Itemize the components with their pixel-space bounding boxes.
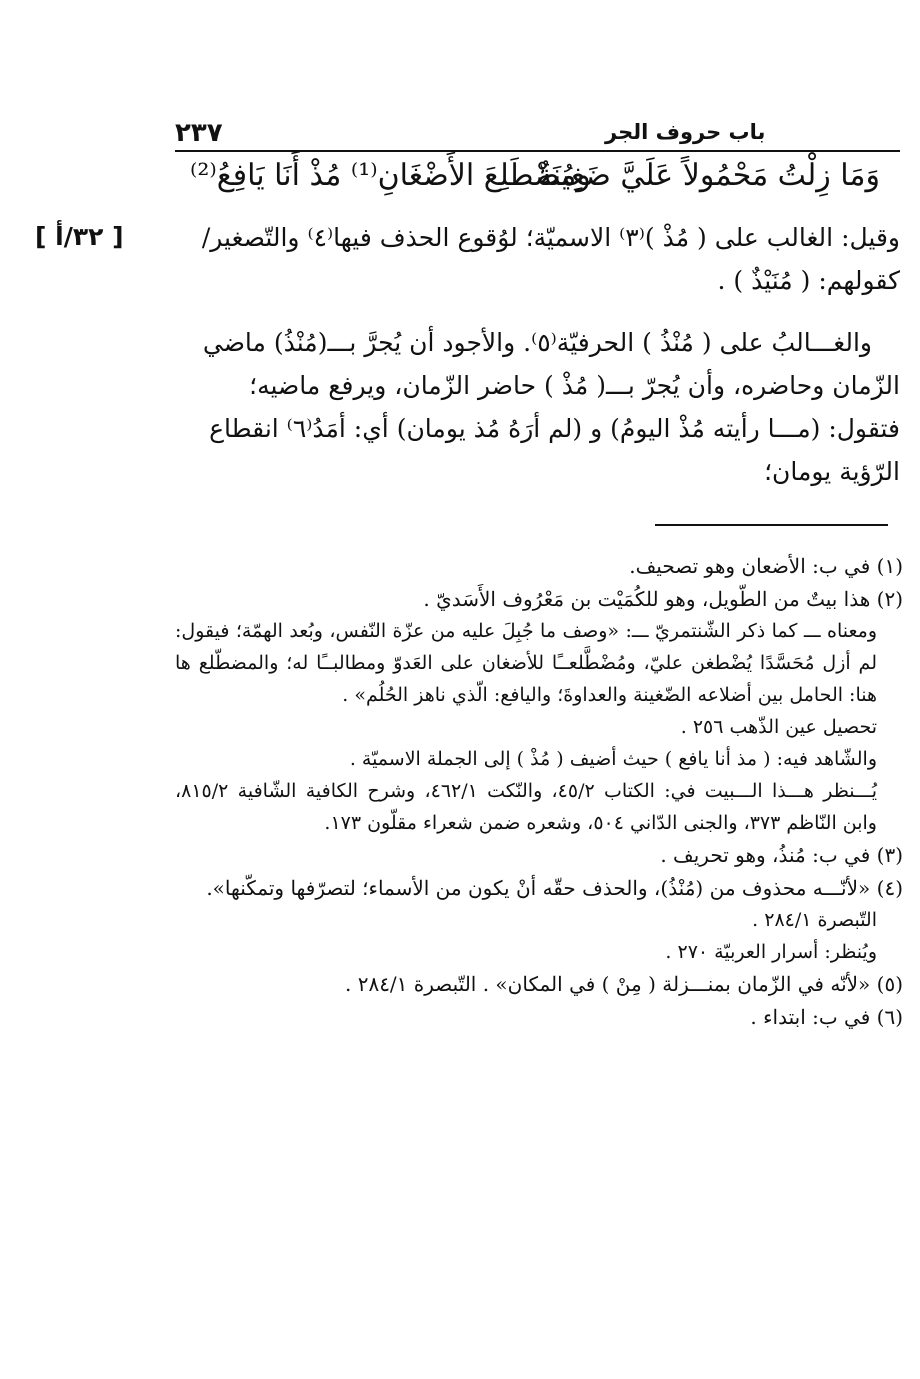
manuscript-folio-reference: [ ٣٢/أ ] xyxy=(35,222,124,251)
verse-second-hemistich: ومُضْطَلِعَ الأَضْغَانِ⁽¹⁾ مُذْ أَنَا يَافِعُ⁽²⁾ xyxy=(190,158,591,193)
footnote-continuation: التّبصرة ٢٨٤/١ . xyxy=(752,909,877,931)
verse-first-hemistich: وَمَا زِلْتُ مَحْمُولاً عَلَيَّ ضَغِينَةٌ xyxy=(536,158,880,193)
paragraph: والغـــالبُ على ( مُنْذُ ) الحرفيّة⁽٥⁾. والأجود أن يُجرَّ بـــ(مُنْذُ) ماضي الزّمان وحاضره، وأن يُجرّ بـــ( مُذْ ) حاضر الزّمان، ويرفع ماضيه؛ فتقول: (مـــا رأيته مُذْ اليومُ) و (لم أرَهُ مُذ يومان) أي: أمَدُ⁽٦⁾ انقطاع الرّؤية يومان؛ xyxy=(202,328,900,486)
footnote: (٢) هذا بيتٌ من الطّويل، وهو للكُمَيْت بن مَعْرُوف الأَسَديّ . xyxy=(423,586,903,611)
running-title: باب حروف الجر xyxy=(605,120,766,144)
footnote: (٣) في ب: مُنذُ، وهو تحريف . xyxy=(660,843,903,867)
footnote-continuation: يُـــنظر هـــذا الـــبيت في: الكتاب ٤٥/٢، والنّكت ٤٦٢/١، وشرح الكافية الشّافية ٨١٥/٢، وابن النّاظم ٣٧٣، والجنى الدّاني ٥٠٤، وشعره ضمن شعراء مقلّون ١٧٣. xyxy=(175,780,877,834)
footnote-separator xyxy=(655,524,888,526)
footnote-continuation: ويُنظر: أسرار العربيّة ٢٧٠ . xyxy=(665,941,877,963)
page-header xyxy=(175,118,900,152)
footnote: (١) في ب: الأضعان وهو تصحيف. xyxy=(629,554,903,578)
footnotes xyxy=(175,550,903,1033)
poetry-verse xyxy=(190,158,880,208)
footnote: (٦) في ب: ابتداء . xyxy=(750,1004,903,1029)
footnote-continuation: والشّاهد فيه: ( مذ أنا يافع ) حيث أضيف ( مُذْ ) إلى الجملة الاسميّة . xyxy=(349,748,877,770)
page-number: ٢٣٧ xyxy=(175,118,223,148)
footnote: (٤) «لأنّـــه محذوف من (مُنْذُ)، والحذف حقّه أنْ يكون من الأسماء؛ لتصرّفها وتمكّنها». xyxy=(206,875,903,900)
main-body-text xyxy=(178,216,900,493)
paragraph: وقيل: الغالب على ( مُذْ )⁽٣⁾ الاسميّة؛ لوُقوع الحذف فيها⁽٤⁾ والتّصغير/ كقولهم: ( مُنَيْذٌ ) . xyxy=(201,223,900,295)
footnote-continuation: ومعناه ـــ كما ذكر الشّنتمريّ ـــ: «وصف ما جُبِلَ عليه من عزّة النّفس، وبُعد الهمّة؛ فيقول: لم أزل مُحَسَّدًا يُضْطغن عليّ، ومُضْطَّلعــًا للأضغان على العَدوّ ومطالبــًا له؛ والمضطّلع ها هنا: الحامل بين أضلاعه الضّغينة والعداوةَ؛ واليافع: الّذي ناهز الحُلُم» . xyxy=(175,620,877,706)
footnote: (٥) «لأنّه في الزّمان بمنـــزلة ( مِنْ ) في المكان» . التّبصرة ٢٨٤/١ . xyxy=(344,972,903,996)
footnote-continuation: تحصيل عين الذّهب ٢٥٦ . xyxy=(680,716,877,738)
